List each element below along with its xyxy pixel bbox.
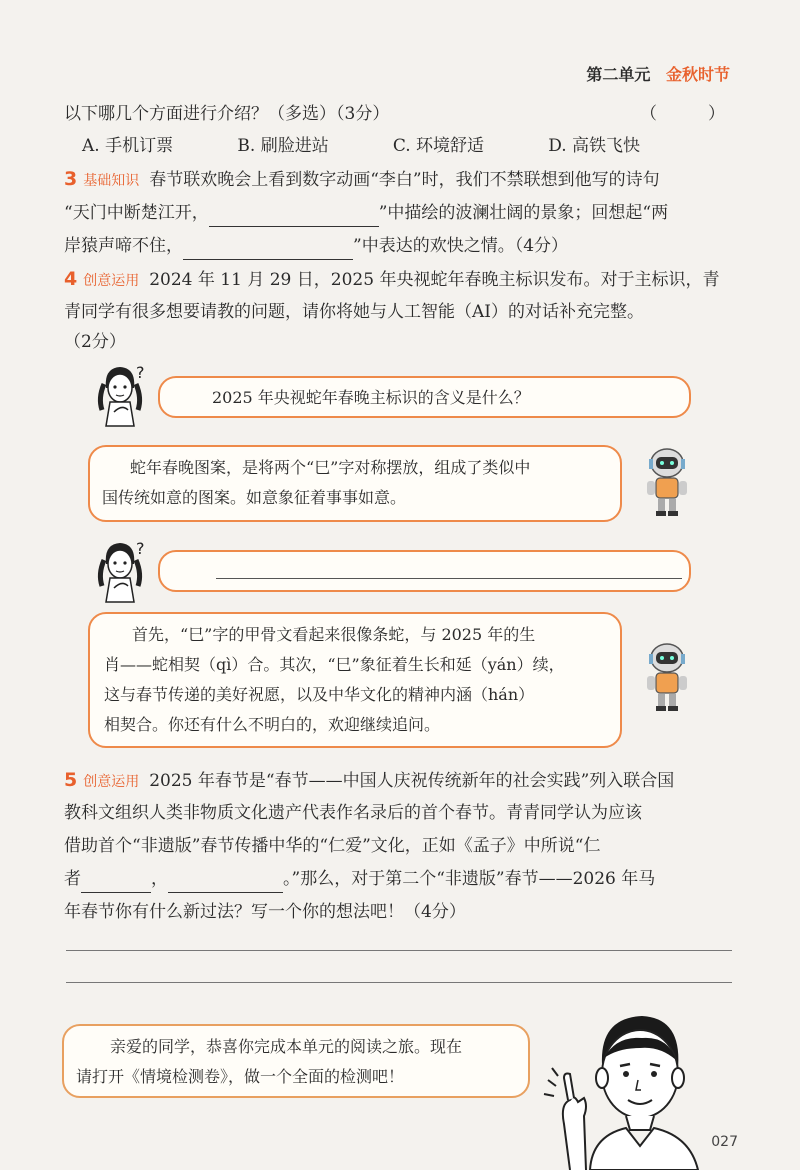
unit-header	[586, 62, 730, 85]
q5-tag: 创意运用	[83, 774, 140, 790]
svg-text:?: ?	[136, 539, 145, 558]
q5-line-3: 借助首个“非遗版”春节传播中华的“仁爱”文化，正如《孟子》中所说“仁	[64, 836, 601, 856]
q2-answer-paren[interactable]: （ ）	[640, 104, 725, 124]
q4-number: 4	[64, 268, 78, 290]
option-b[interactable]: B. 刷脸进站	[237, 136, 329, 156]
robot-answer-bubble-1: 蛇年春晚图案，是将两个“巳”字对称摆放，组成了类似中 国传统如意的图案。如意象征着事事如意。	[88, 445, 622, 522]
q3-line-1: 3 基础知识 春节联欢晚会上看到数字动画“李白”时，我们不禁联想到他写的诗句	[64, 168, 660, 190]
q5-line-2: 教科文组织人类非物质文化遗产代表作名录后的首个春节。青青同学认为应该	[64, 803, 642, 823]
writing-line-2[interactable]	[66, 982, 732, 983]
robot-avatar-icon	[640, 445, 694, 517]
q4-line-3: （2分）	[64, 332, 126, 352]
q3-blank-1[interactable]	[209, 206, 379, 227]
q3-number: 3	[64, 168, 78, 190]
robot-answer-bubble-2: 首先，“巳”字的甲骨文看起来很像条蛇，与 2025 年的生 肖——蛇相契（qì）合。其次，“巳”象征着生长和延（yán）续， 这与春节传递的美好祝愿，以及中华文化的精神内涵（hán） 相契合。你还有什么不明白的，欢迎继续追问。	[88, 612, 622, 748]
q3-tag: 基础知识	[83, 173, 140, 189]
option-d[interactable]: D. 高铁飞快	[548, 136, 641, 156]
q4-tag: 创意运用	[83, 273, 140, 289]
q2-prompt: 以下哪几个方面进行介绍？（多选）（3分）	[64, 104, 390, 124]
q5-line-5: 年春节你有什么新过法？写一个你的想法吧！（4分）	[64, 902, 466, 922]
q3-line-3: 岸猿声啼不住， ”中表达的欢快之情。（4分）	[64, 232, 568, 260]
q5-line-1: 5 创意运用 2025 年春节是“春节——中国人庆祝传统新年的社会实践”列入联合国	[64, 769, 675, 791]
girl-blank-question-bubble	[158, 550, 691, 592]
teacher-illustration-icon	[530, 1006, 720, 1170]
girl-avatar-icon	[92, 362, 152, 428]
writing-line-1[interactable]	[66, 950, 732, 951]
q4-line-1: 4 创意运用 2024 年 11 月 29 日，2025 年央视蛇年春晚主标识发布。对于主标识，青	[64, 268, 720, 290]
q5-blank-1[interactable]	[81, 872, 151, 893]
svg-text:?: ?	[136, 363, 145, 382]
q3-blank-2[interactable]	[183, 239, 353, 260]
q5-line-4: 者 ， 。”那么，对于第二个“非遗版”春节——2026 年马	[64, 865, 655, 893]
girl-question-bubble: 2025 年央视蛇年春晚主标识的含义是什么？	[158, 376, 691, 418]
option-a[interactable]: A. 手机订票	[82, 136, 174, 156]
encouragement-bubble: 亲爱的同学，恭喜你完成本单元的阅读之旅。现在 请打开《情境检测卷》，做一个全面的检测吧！	[62, 1024, 530, 1098]
q5-blank-2[interactable]	[168, 872, 283, 893]
unit-title: 第二单元	[586, 65, 651, 84]
q4-line-2: 青同学有很多想要请教的问题，请你将她与人工智能（AI）的对话补充完整。	[64, 302, 644, 322]
section-title: 金秋时节	[665, 65, 730, 84]
page-number: 027	[711, 1134, 738, 1150]
q5-number: 5	[64, 769, 78, 791]
q2-options	[82, 132, 698, 160]
q3-line-2: “天门中断楚江开， ”中描绘的波澜壮阔的景象；回想起“两	[64, 199, 668, 227]
girl-avatar-icon	[92, 538, 152, 604]
dialog-answer-blank[interactable]	[216, 578, 682, 579]
option-c[interactable]: C. 环境舒适	[392, 136, 485, 156]
robot-avatar-icon	[640, 640, 694, 712]
